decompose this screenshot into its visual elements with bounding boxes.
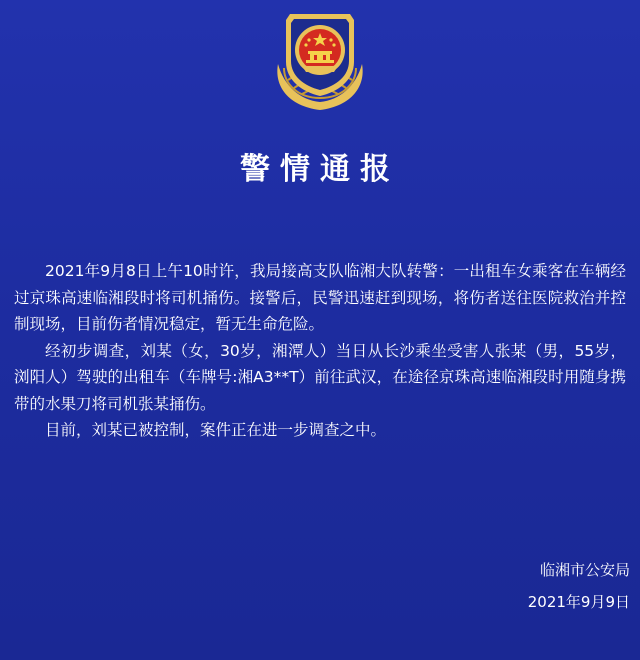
notice-body bbox=[14, 258, 626, 444]
signature-block bbox=[528, 560, 630, 624]
page-title: 警情通报 bbox=[240, 152, 400, 187]
paragraph-status: 目前，刘某已被控制，案件正在进一步调查之中。 bbox=[45, 421, 387, 439]
paragraph-incident: 2021年9月8日上午10时许，我局接高支队临湘大队转警：一出租车女乘客在车辆经过京珠高速临湘段时将司机捅伤。接警后，民警迅速赶到现场，将伤者送往医院救治并控制现场，目前伤者情况稳定，暂无生命危险。 bbox=[14, 262, 626, 333]
paragraph-investigation: 经初步调查，刘某（女，30岁，湘潭人）当日从长沙乘坐受害人张某（男，55岁，浏阳人）驾驶的出租车（车牌号:湘A3**T）前往武汉，在途径京珠高速临湘段时用随身携带的水果刀将司机张某捅伤。 bbox=[14, 341, 626, 413]
issue-date: 2021年9月9日 bbox=[527, 593, 630, 611]
police-emblem-icon bbox=[270, 6, 370, 112]
issuer-name: 临湘市公安局 bbox=[539, 561, 630, 579]
